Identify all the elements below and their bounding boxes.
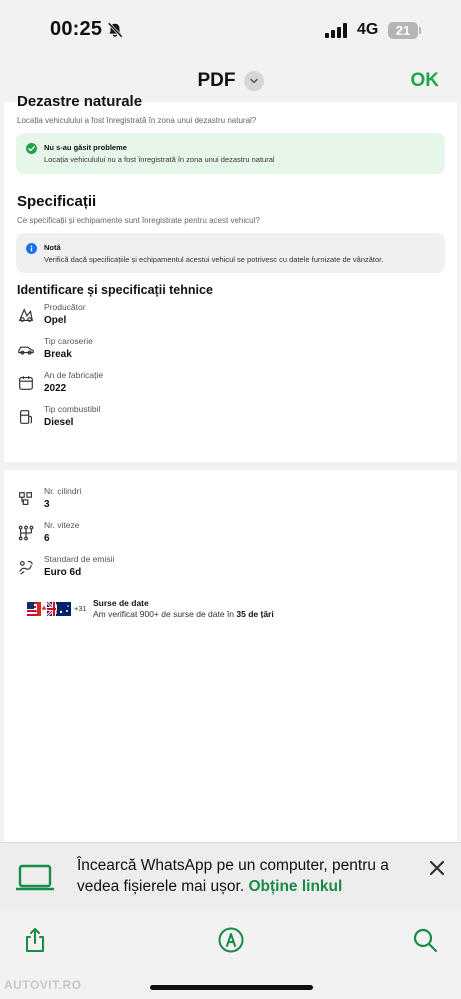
spec-label: Nr. cilindri xyxy=(44,486,82,496)
whatsapp-desktop-banner[interactable] xyxy=(0,842,461,910)
spec-cylinders xyxy=(17,486,437,516)
natural-disaster-subtitle: Locația vehiculului a fost înregistrată în zona unui dezastru natural? xyxy=(17,116,257,125)
spec-value: 2022 xyxy=(44,383,67,394)
autovit-watermark: AUTOVIT.RO xyxy=(4,978,82,992)
data-sources-countries: 35 de țări xyxy=(236,609,274,619)
data-sources-title: Surse de date xyxy=(93,598,149,608)
document-title: PDF xyxy=(197,70,236,91)
spec-value: 6 xyxy=(44,533,50,544)
note-alert xyxy=(16,233,445,273)
alert-title: Nu s-au găsit probleme xyxy=(44,143,127,152)
info-icon xyxy=(26,243,37,254)
spec-label: Tip combustibil xyxy=(44,404,101,414)
spec-body-type xyxy=(17,336,437,366)
check-circle-icon xyxy=(26,143,37,154)
spec-label: An de fabricație xyxy=(44,370,104,380)
natural-disaster-title: Dezastre naturale xyxy=(17,93,143,110)
spec-emissions xyxy=(17,554,437,584)
spec-value: Euro 6d xyxy=(44,567,82,578)
alert-text: Locația vehiculului nu a fost înregistrată în zona unui dezastru natural xyxy=(44,155,275,164)
calendar-icon xyxy=(17,374,35,392)
status-time: 00:25 xyxy=(50,18,103,40)
gearbox-icon xyxy=(17,524,35,542)
note-text: Verifică dacă specificațiile și echipamentul acestui vehicul se potrivesc cu datele furnizate de vânzător. xyxy=(44,255,384,264)
specifications-title: Specificații xyxy=(17,193,97,210)
no-problems-alert xyxy=(16,133,445,174)
ok-button[interactable]: OK xyxy=(410,70,439,91)
silent-bell-icon xyxy=(106,21,124,39)
markup-pen-icon[interactable] xyxy=(217,926,245,954)
manufacturer-icon xyxy=(17,306,35,324)
cellular-signal-icon xyxy=(325,22,347,38)
spec-value: Break xyxy=(44,349,72,360)
australia-flag-icon xyxy=(56,601,70,615)
spec-value: Opel xyxy=(44,315,67,326)
network-type: 4G xyxy=(357,21,379,38)
close-icon[interactable] xyxy=(427,858,447,878)
battery-icon: 21 xyxy=(388,22,418,39)
fuel-pump-icon xyxy=(17,408,35,426)
spec-value: Diesel xyxy=(44,417,74,428)
car-body-icon xyxy=(17,340,35,358)
spec-manufacturer xyxy=(17,302,437,332)
data-sources-text-prefix: Am verificat 900+ de surse de date în xyxy=(93,609,237,619)
home-indicator[interactable] xyxy=(150,985,313,990)
nav-title-container xyxy=(0,70,461,92)
spec-label: Producător xyxy=(44,302,86,312)
cylinders-icon xyxy=(17,490,35,508)
get-link-button[interactable]: Obține linkul xyxy=(248,878,343,895)
emissions-icon xyxy=(17,558,35,576)
identification-title: Identificare și specificații tehnice xyxy=(17,283,213,297)
spec-value: 3 xyxy=(44,499,50,510)
specifications-subtitle: Ce specificații și echipamente sunt înregistrate pentru acest vehicul? xyxy=(17,216,260,225)
spec-label: Tip caroserie xyxy=(44,336,93,346)
banner-text: Încearcă WhatsApp pe un computer, pentru a vedea fișierele mai ușor. xyxy=(77,857,389,895)
spec-gears xyxy=(17,520,437,550)
battery-tip xyxy=(419,27,421,34)
share-icon[interactable] xyxy=(21,926,49,954)
status-bar xyxy=(0,0,461,62)
document-title-menu[interactable] xyxy=(198,70,264,92)
search-icon[interactable] xyxy=(411,926,439,954)
flags-more-count: +31 xyxy=(74,604,87,613)
laptop-icon xyxy=(14,863,56,893)
spec-label: Standard de emisii xyxy=(44,554,115,564)
data-sources-text xyxy=(93,609,274,619)
banner-message xyxy=(77,855,407,897)
note-title: Notă xyxy=(44,243,61,252)
spec-label: Nr. viteze xyxy=(44,520,80,530)
spec-year xyxy=(17,370,437,400)
chevron-down-icon[interactable] xyxy=(244,71,264,91)
pdf-page-1[interactable] xyxy=(4,93,457,462)
pdf-page-2[interactable] xyxy=(4,470,457,842)
spec-fuel-type xyxy=(17,404,437,434)
